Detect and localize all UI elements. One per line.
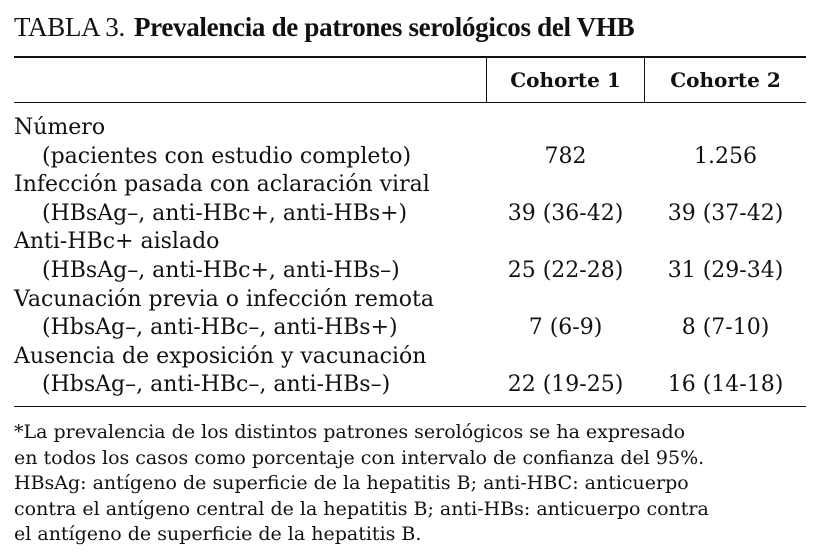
cell-cohorte-2: 39 (37-42) <box>667 200 784 226</box>
header-rule <box>14 102 806 103</box>
table-title <box>14 10 634 44</box>
row-sublabel: (pacientes con estudio completo) <box>42 143 412 169</box>
table-body <box>14 114 806 400</box>
row-sublabel: (HBsAg–, anti-HBc+, anti-HBs+) <box>42 200 408 226</box>
column-header-cohorte-2: Cohorte 2 <box>670 68 781 92</box>
table-row-value-line <box>14 257 806 286</box>
row-label: Vacunación previa o infección remota <box>14 286 435 312</box>
table-row-label-line <box>14 114 806 143</box>
cell-cohorte-1: 22 (19-25) <box>507 372 624 398</box>
cell-cohorte-2: 16 (14-18) <box>667 372 784 398</box>
table-row-value-line <box>14 314 806 343</box>
table-label: TABLA 3. <box>14 12 125 42</box>
table-row-label-line <box>14 286 806 315</box>
table-document <box>14 0 806 556</box>
bottom-rule <box>14 406 806 407</box>
row-sublabel: (HbsAg–, anti-HBc–, anti-HBs+) <box>42 315 398 341</box>
row-sublabel: (HbsAg–, anti-HBc–, anti-HBs–) <box>42 372 391 398</box>
table-title-text: Prevalencia de patrones serológicos del VHB <box>133 12 635 42</box>
cell-cohorte-1: 782 <box>544 143 587 169</box>
cell-cohorte-2: 8 (7-10) <box>681 315 770 341</box>
table-row-value-line <box>14 200 806 229</box>
table-row-label-line <box>14 343 806 372</box>
column-header-cohorte-1: Cohorte 1 <box>510 68 621 92</box>
footnote-line: HBsAg: antígeno de superficie de la hepatitis B; anti-HBC: anticuerpo <box>14 472 689 494</box>
row-label: Número <box>14 115 106 140</box>
table-row-label-line <box>14 171 806 200</box>
cell-cohorte-2: 31 (29-34) <box>667 257 784 283</box>
cell-cohorte-2: 1.256 <box>694 143 757 169</box>
footnote-line: contra el antígeno central de la hepatitis B; anti-HBs: anticuerpo contra <box>14 497 709 520</box>
table-row-value-line <box>14 371 806 400</box>
row-label: Anti-HBc+ aislado <box>14 229 220 255</box>
table-row-value-line <box>14 143 806 172</box>
table-row-label-line <box>14 228 806 257</box>
row-sublabel: (HBsAg–, anti-HBc+, anti-HBs–) <box>42 257 400 283</box>
row-label: Ausencia de exposición y vacunación <box>14 343 427 369</box>
cell-cohorte-1: 7 (6-9) <box>528 315 603 341</box>
row-label: Infección pasada con aclaración viral <box>14 172 430 198</box>
cell-cohorte-1: 39 (36-42) <box>507 200 624 226</box>
footnote-line: el antígeno de superficie de la hepatitis B. <box>14 523 422 545</box>
cell-cohorte-1: 25 (22-28) <box>507 257 624 283</box>
table-footnote <box>14 420 806 548</box>
footnote-line: en todos los casos como porcentaje con intervalo de confianza del 95%. <box>14 446 705 469</box>
footnote-line: *La prevalencia de los distintos patrones serológicos se ha expresado <box>14 421 686 443</box>
